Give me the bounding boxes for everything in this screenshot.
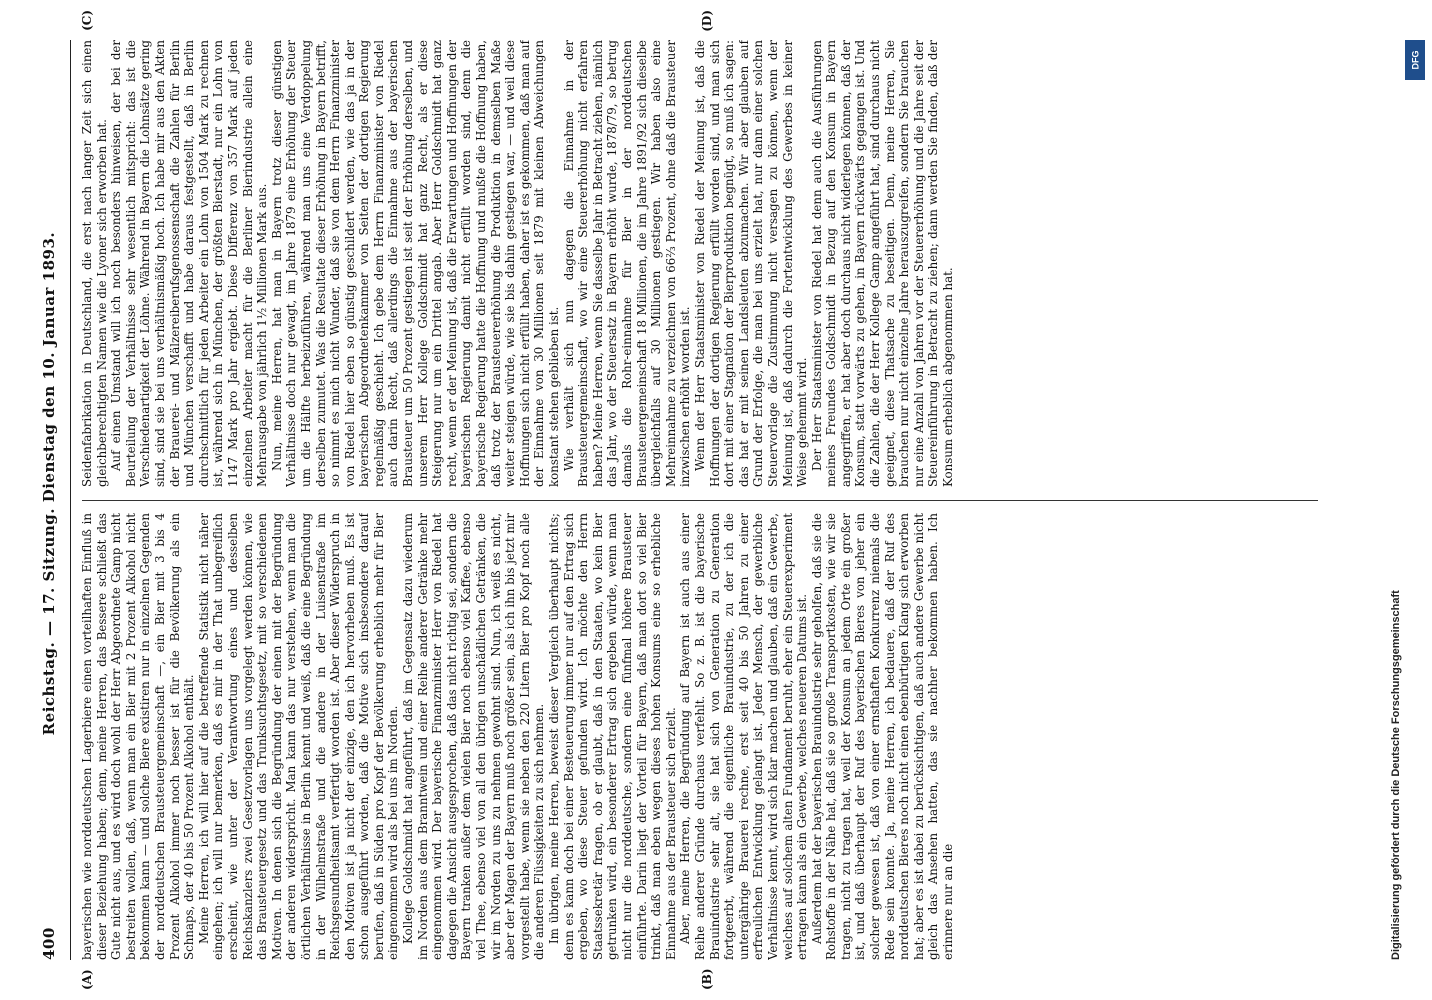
left-column bbox=[80, 513, 1320, 960]
paragraph: bayerischen wie norddeutschen Lagerbiere einen vorteilhaften Einfluß in dieser Beziehung haben; denn, meine Herren, das Bessere schließt das Gute nicht aus, und es wird doch wohl der Herr Abgeordnete Gamp nicht bestreiten wollen, daß, wenn man ein Bier mit 2 Prozent Alkohol nicht bekommen kann — und solche Biere existiren nur in einzelnen Gegenden der norddeutschen Brausteuergemeinschaft —, ein Bier mit 3 bis 4 Prozent Alkohol immer noch besser ist für die Bevölkerung als ein Schnaps, der 40 bis 50 Prozent Alkohol enthält. bbox=[80, 513, 197, 960]
page-number: 400 bbox=[40, 927, 58, 960]
paragraph: Kollege Goldschmidt hat angeführt, daß im Gegensatz dazu wiederum im Norden aus dem Branntwein und einer Reihe anderer Getränke mehr eingenommen wird. Der bayerische Finanzminister Herr von Riedel hat dagegen die Ansicht ausgesprochen, daß das nicht richtig sei, sondern die Bayern tranken außer dem vielen Bier noch ebenso viel Kaffee, ebenso viel Thee, ebenso viel von all den übrigen unschädlichen Getränken, die wir im Norden zu uns zu nehmen gewohnt sind. Nun, ich weiß es nicht, aber der Magen der Bayern muß noch größer sein, als ich ihn bis jetzt mir vorgestellt habe, wenn sie neben den 220 Litern Bier pro Kopf noch alle die anderen Flüssigkeiten zu sich nehmen. bbox=[401, 513, 547, 960]
paragraph: Wie verhält sich nun dagegen die Einnahme in der Brausteuergemeinschaft, wo wir eine Steuererhöhung nicht erfahren haben? Meine Herren, wenn Sie dasselbe Jahr in Betracht ziehen, nämlich das Jahr, wo der Steuersatz in Bayern erhöht wurde, 1878/79, so betrug damals die Rohr-einnahme für Bier in der norddeutschen Brausteuergemeinschaft 18 Millionen, die im Jahre 1891/92 sich dieselbe übergleichfalls auf 30 Millionen gestiegen. Wir haben also eine Mehreinnahme zu verzeichnen von 66⅔ Prozent, ohne daß die Brausteuer inzwischen erhöht worden ist. bbox=[561, 40, 693, 487]
header-rule bbox=[70, 40, 71, 960]
margin-letter-b: (B) bbox=[700, 968, 714, 990]
digitization-credit: Digitalisierung gefördert durch die Deutsche Forschungsgemeinschaft bbox=[1390, 590, 1402, 960]
dfg-logo bbox=[1405, 40, 1425, 80]
right-column bbox=[80, 40, 1320, 487]
dfg-logo-text: DFG bbox=[1410, 50, 1420, 70]
paragraph: Außerdem hat der bayerischen Brauindustrie sehr geholfen, daß sie die Rohstoffe in der Nähe hat, daß sie so große Transportkosten, wie wir sie tragen, nicht zu tragen hat, weil der Konsum an jedem Orte ein großer ist, und daß überhaupt der Ruf des bayerischen Bieres von jeher ein solcher gewesen ist, daß von einer ernsthaften Konkurrenz niemals die Rede sein konnte. Ja, meine Herren, ich bedauere, daß der Ruf des norddeutschen Bieres noch nicht einen ebenbürtigen Klang sich erworben hat; aber es ist dabei zu berücksichtigen, daß auch andere Gewerbe nicht gleich das Ansehen hatten, das sie nachher bekommen haben. Ich erinnere nur an die bbox=[809, 513, 956, 960]
paragraph: Im übrigen, meine Herren, beweist dieser Vergleich überhaupt nichts; denn es kann doch bei einer Besteuerung immer nur auf den Ertrag sich ergeben, wo diese Steuer gefunden wird. Ich möchte den Herrn Staatssekretär fragen, ob er glaubt, daß in den Staaten, wo kein Bier getrunken wird, ein besonderer Ertrag sich ergeben würde, wenn man nicht nur die norddeutsche, sondern eine fünfmal höhere Brausteuer einführte. Darin liegt der Vorteil für Bayern, daß man dort so viel Bier trinkt, daß man eben wegen dieses hohen Konsums eine so erhebliche Einnahme aus der Brausteuer sich erzielt. bbox=[547, 513, 678, 960]
margin-letter-d: (D) bbox=[700, 10, 714, 32]
paragraph: Wenn der Herr Staatsminister von Riedel der Meinung ist, daß die Hoffnungen der dortigen Regierung erfüllt worden sind, und man sich dort mit einer Stagnation der Bierproduktion begnügt, so muß ich sagen: das hat er mit seinen Landsleuten abzumachen. Wir aber glauben auf Grund der Erfolge, die man bei uns erzielt hat, nur dann einer solchen Steuervorlage die Zustimmung nicht versagen zu können, wenn der Meinung ist, daß dadurch die Fortentwicklung des Gewerbes in keiner Weise gehemmt wird. bbox=[692, 40, 810, 487]
paragraph: Aber, meine Herren, die Begründung auf Bayern ist auch aus einer Reihe anderer Gründe durchaus verfehlt. So z. B. ist die bayerische Brauindustrie sehr alt, sie hat sich von Generation zu Generation fortgeerbt, während die eigentliche Brauindustrie, zu der ich die untergährige Brauerei rechne, erst seit 40 bis 50 Jahren zu einer erfreulichen Entwicklung gelangt ist. Jeder Mensch, der gewerbliche Verhältnisse kennt, wird sich klar machen und glauben, daß ein Gewerbe, welches auf solchem alten Fundament beruht, eher ein Steuerexperiment ertragen kann als ein Gewerbe, welches neueren Datums ist. bbox=[678, 513, 810, 960]
paragraph: Seidenfabrikation in Deutschland, die erst nach langer Zeit sich einen gleichberechtigten Namen wie die Lyoner sich erworben hat. bbox=[80, 40, 109, 487]
paragraph: Der Herr Staatsminister von Riedel hat denn auch die Ausführungen meines Freundes Goldschmidt in Bezug auf den Konsum in Bayern angegriffen, er hat aber doch durchaus nicht widerlegen können, daß der Konsum, statt vorwärts zu gehen, in Bayern rückwärts gegangen ist. Und die Zahlen, die der Herr Kollege Gamp angeführt hat, sind durchaus nicht geeignet, diese Thatsache zu beseitigen. Denn, meine Herren, Sie brauchen nur nicht einzelne Jahre herauszugreifen, sondern Sie brauchen nur eine Anzahl von Jahren vor der Steuererhöhung und die Jahre seit der Steuereinführung in Betracht zu ziehen; dann werden Sie finden, daß der Konsum erheblich abgenommen hat. bbox=[809, 40, 956, 487]
page-header bbox=[40, 40, 66, 960]
margin-letter-a: (A) bbox=[80, 969, 94, 990]
paragraph: Meine Herren, ich will hier auf die betreffende Statistik nicht näher eingehen; ich will nur bemerken, daß es mir in der That unbegreiflich erscheint, wie unter der Verantwortung eines und desselben Reichskanzlers zwei Gesetzvorlagen uns vorgelegt werden können, wie das Brausteuergesetz und das Trunksuchtsgesetz, mit so verschiedenen Motiven. In denen sich die Begründung der einen mit der Begründung der anderen widerspricht. Man kann das nur verstehen, wenn man die örtlichen Verhältnisse in Berlin kennt und weiß, daß die eine Begründung in der Wilhelmstraße und die andere in der Luisenstraße im Reichsgesundheitsamt verfertigt worden ist. Aber dieser Widerspruch in den Motiven ist ja nicht der einzige, den ich hervorheben muß. Es ist schon ausgeführt worden, daß die Motive sich insbesondere darauf berufen, daß in Süden pro Kopf der Bevölkerung erheblich mehr für Bier eingenommen wird als bei uns im Norden. bbox=[196, 513, 401, 960]
paragraph: Nun, meine Herren, hat man in Bayern trotz dieser günstigen Verhältnisse doch nur gewagt, im Jahre 1879 eine Erhöhung der Steuer um die Hälfte herbeizuführen, während man uns eine Verdoppelung derselben zumutet. Was die Resultate dieser Erhöhung in Bayern betrifft, so nimmt es mich nicht Wunder, daß sie von dem Herrn Finanzminister von Riedel hier eben so günstig geschildert werden, wie das ja in der bayerischen Abgeordnetenkammer von Seiten der dortigen Regierung regelmäßig geschieht. Ich gebe dem Herrn Finanzminister von Riedel auch darin Recht, daß allerdings die Einnahme aus der bayerischen Brausteuer um 50 Prozent gestiegen ist seit der Erhöhung derselben, und unserem Herr Kollege Goldschmidt hat ganz Recht, als er diese Steigerung nur um ein Drittel angab. Aber Herr Goldschmidt hat ganz recht, wenn er der Meinung ist, daß die Erwartungen und Hoffnungen der bayerischen Regierung damit nicht erfüllt worden sind, denn die bayerische Regierung hatte die Hoffnung und mußte die Hoffnung haben, daß trotz der Brausteuererhöhung die Produktion in demselben Maße weiter steigen würde, wie sie bis dahin gestiegen war, — und weil diese Hoffnungen sich nicht erfüllt haben, daher ist es gekommen, daß man auf der Einnahme von 30 Millionen seit 1879 mit kleinen Abweichungen konstant stehen geblieben ist. bbox=[269, 40, 561, 487]
paragraph: Auf einen Umstand will ich noch besonders hinweisen, der bei der Beurteilung der Verhältnisse sehr wesentlich mitspricht: das ist die Verschiedenartigkeit der Löhne. Während in Bayern die Lohnsätze gering sind, sind sie bei uns verhältnismäßig hoch. Ich habe mir aus den Akten der Brauerei- und Mälzereiberufsgenossenschaft die Zahlen für Berlin und München verschafft und habe daraus festgestellt, daß in Berlin durchschnittlich für jeden Arbeiter ein Lohn von 1504 Mark zu rechnen ist, während sich in München, der größten Bierstadt, nur ein Lohn von 1147 Mark pro Jahr ergiebt. Diese Differenz von 357 Mark auf jeden einzelnen Arbeiter macht für die Berliner Bierindustrie allein eine Mehrausgabe von jährlich 1½ Millionen Mark aus. bbox=[109, 40, 270, 487]
margin-letter-c: (C) bbox=[80, 10, 94, 31]
page-title: Reichstag. — 17. Sitzung. Dienstag den 10. Januar 1893. bbox=[40, 231, 58, 736]
column-divider bbox=[82, 500, 1318, 501]
